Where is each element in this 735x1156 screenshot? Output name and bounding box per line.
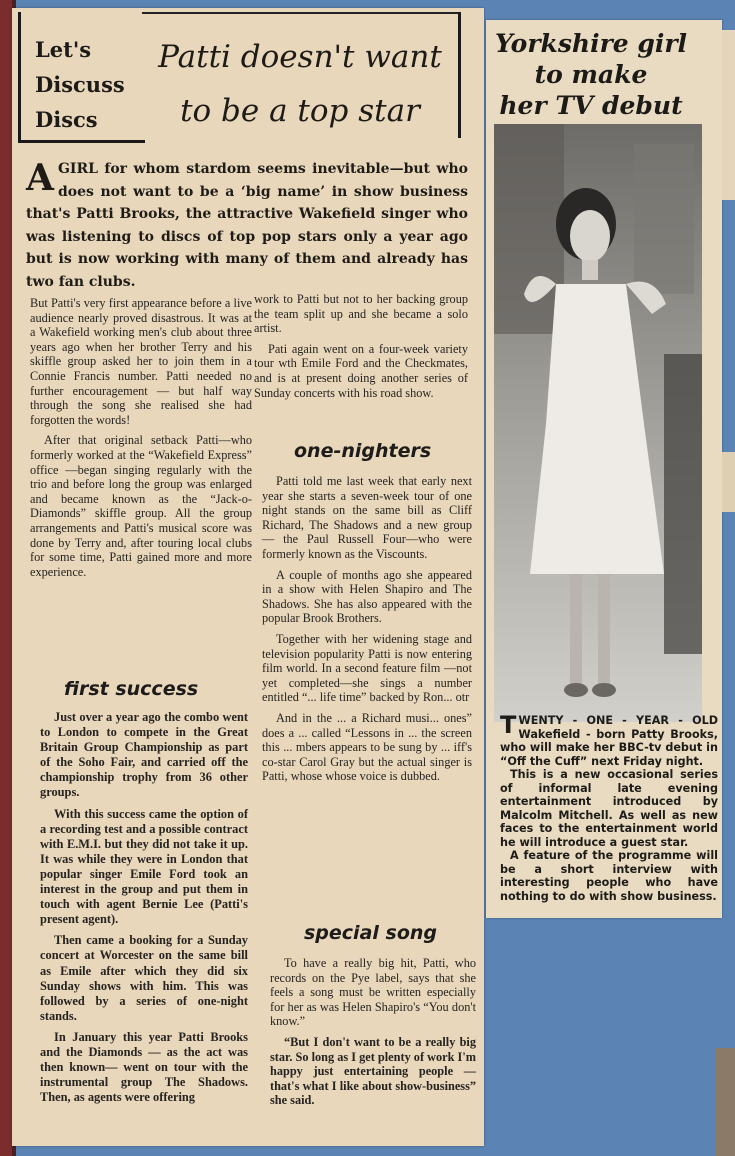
lede-paragraph	[26, 158, 468, 293]
article-clipping-patti	[12, 8, 484, 1146]
caption-paragraph: A feature of the programme will be a short interview with interesting people who have nothing to do with show business.	[500, 849, 718, 903]
album-binding	[0, 0, 12, 1156]
paragraph: Just over a year ago the combo went to London to compete in the Great Britain Group Championship as part of the Soho Fair, and carried off the championship trophy from 36 other groups.	[40, 710, 248, 800]
column-2-middle	[262, 474, 472, 790]
column-1-lower	[40, 710, 248, 1111]
paragraph: Pati again went on a four-week variety tour wth Emile Ford and the Checkmates, and is at present doing another series of Sunday concerts with his road show.	[254, 341, 468, 400]
headline-line: Patti doesn't want	[158, 39, 442, 75]
paragraph: Then came a booking for a Sunday concert at Worcester on the same bill as Emile after which they did six Sunday shows with him. This was followed by a series of one-night stands.	[40, 933, 248, 1023]
column-1	[30, 296, 252, 585]
paragraph: But Patti's very first appearance before a live audience nearly proved disastrous. It was at a Wakefield working men's club about three years ago when her brother Terry and his skiffle group asked her to join them in a Connie Francis number. Patti needed no further encouragement — but half way through the song she realised she had forgotten the words!	[30, 296, 252, 427]
subhead-special-song: special song	[304, 922, 438, 944]
tv-headline	[486, 28, 696, 121]
paragraph: A couple of months ago she appeared in a show with Helen Shapiro and The Shadows. She has also appeared with the popular Brook Brothers.	[262, 567, 472, 626]
paragraph: Together with her widening stage and television popularity Patti is now entering film world. In a second feature film —not yet completed—she sings a number entitled “... life time” backed by Ron... otr	[262, 631, 472, 705]
paragraph: work to Patti but not to her backing group the team split up and she became a solo artist.	[254, 292, 468, 336]
column-2-lower	[270, 956, 476, 1114]
photo-patti-brooks	[494, 124, 702, 722]
paragraph: Patti told me last week that early next year she starts a seven-week tour of one night stands on the same bill as Cliff Richard, The Shadows and a new group — the Paul Russell Four—who were formerly known as the Viscounts.	[262, 474, 472, 561]
article-clipping-tv-debut	[486, 20, 722, 918]
subhead-one-nighters: one-nighters	[294, 440, 432, 462]
series-title	[35, 32, 125, 137]
caption-text: WENTY - ONE - YEAR - OLD Wakefield - born Patty Brooks, who will make her BBC-tv debut in “Off the Cuff” next Friday night.	[500, 714, 718, 768]
masthead	[18, 12, 462, 140]
paragraph: After that original setback Patti—who formerly worked at the “Wakefield Express” office —began singing regularly with the trio and before long the group was enlarged and became known as the “Jack-o-Diamonds” skiffle group. All the group arrangements and Patti's musical score was done by Terry and, after touring local clubs for some time, Patti gained more and more experience.	[30, 433, 252, 579]
series-title-line: Discs	[35, 107, 98, 132]
column-2	[254, 292, 468, 406]
headline-line: to make	[534, 60, 648, 89]
lede-text: GIRL for whom stardom seems inevitable—but who does not want to be a ‘big name’ in show business that's Patti Brooks, the attractive Wakefield singer who was listening to discs of top pop stars only a year ago but is now working with many of them and already has two fan clubs.	[26, 161, 468, 290]
paragraph: And in the ... a Richard musi... ones” does a ... called “Lessons in ... the screen this ... mbers appears to be sung by ... iff's co-star Carol Gray but the actual singer is Patti, whose whose voice is dubbed.	[262, 710, 472, 784]
headline-line: to be a top star	[180, 93, 420, 129]
headline	[150, 30, 450, 138]
adjacent-clipping-edge	[716, 1048, 735, 1156]
paragraph: In January this year Patti Brooks and the Diamonds — as the act was then known— went on tour with the instrumental group The Shadows. Then, as agents were offering	[40, 1029, 248, 1105]
photo-caption	[500, 711, 718, 903]
caption-paragraph	[500, 711, 718, 768]
paragraph: “But I don't want to be a really big star. So long as I get plenty of work I'm happy just entertaining people — that's what I like about show-business” she said.	[270, 1034, 476, 1108]
series-title-line: Let's	[35, 37, 92, 62]
paragraph: To have a really big hit, Patti, who records on the Pye label, says that she feels a song must be written especially for her as was Helen Shapiro's “You don't know.”	[270, 956, 476, 1029]
series-box	[18, 12, 145, 143]
subhead-first-success: first success	[64, 678, 199, 700]
headline-box	[142, 12, 461, 138]
caption-drop-cap: T	[500, 711, 517, 739]
caption-paragraph: This is a new occasional series of informal late evening entertainment introduced by Malcolm Mitchell. As well as new faces to the entertainment world he will introduce a guest star.	[500, 768, 718, 849]
adjacent-clipping-edge	[722, 30, 735, 200]
headline-line: Yorkshire girl	[494, 29, 688, 58]
paragraph: With this success came the option of a recording test and a possible contract with E.M.I. but they did not take it up. It was while they were in London that popular singer Emile Ford took an interest in the group and put them in touch with agent Bernie Lee (Patti's present agent).	[40, 806, 248, 927]
drop-cap: A	[26, 157, 54, 199]
headline-line: her TV debut	[499, 91, 683, 120]
series-title-line: Discuss	[35, 72, 125, 97]
photo-illustration	[494, 124, 702, 722]
adjacent-clipping-edge	[722, 452, 735, 512]
